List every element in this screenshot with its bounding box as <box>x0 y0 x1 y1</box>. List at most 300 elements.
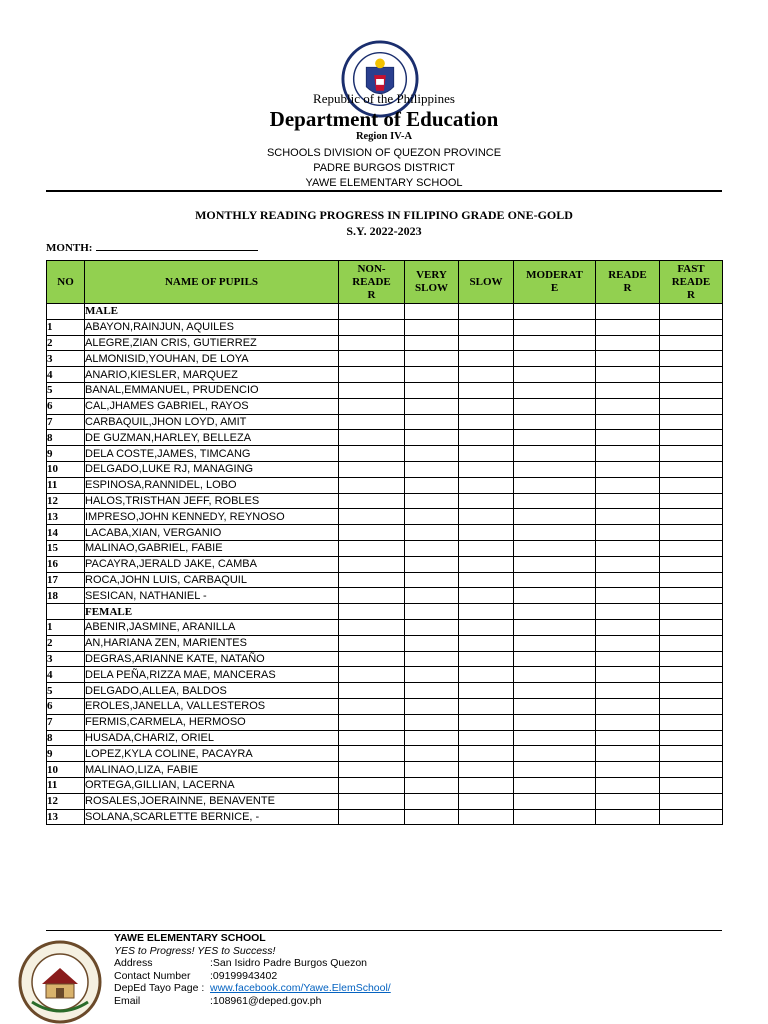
rating-cell[interactable] <box>596 683 660 699</box>
pupil-name: DE GUZMAN,HARLEY, BELLEZA <box>85 430 339 446</box>
rating-cell[interactable] <box>339 793 405 809</box>
row-number: 3 <box>47 651 85 667</box>
rating-cell[interactable] <box>660 777 723 793</box>
rating-cell[interactable] <box>405 351 459 367</box>
rating-cell[interactable] <box>596 588 660 604</box>
col-fast-reader: FAST READE R <box>660 261 723 304</box>
rating-cell[interactable] <box>660 509 723 525</box>
rating-cell[interactable] <box>459 351 514 367</box>
table-row <box>47 762 723 778</box>
pupil-name: CARBAQUIL,JHON LOYD, AMIT <box>85 414 339 430</box>
rating-cell[interactable] <box>459 572 514 588</box>
contact-label: Contact Number <box>114 969 191 982</box>
rating-cell[interactable] <box>596 414 660 430</box>
rating-cell[interactable] <box>514 477 596 493</box>
table-row <box>47 493 723 509</box>
rating-cell[interactable] <box>514 556 596 572</box>
rating-cell[interactable] <box>660 588 723 604</box>
rating-cell[interactable] <box>514 635 596 651</box>
row-number: 10 <box>47 762 85 778</box>
rating-cell[interactable] <box>459 525 514 541</box>
table-row <box>47 777 723 793</box>
row-number: 1 <box>47 319 85 335</box>
rating-cell[interactable] <box>459 509 514 525</box>
pupil-name: DEGRAS,ARIANNE KATE, NATAÑO <box>85 651 339 667</box>
pupil-name: IMPRESO,JOHN KENNEDY, REYNOSO <box>85 509 339 525</box>
rating-cell[interactable] <box>514 382 596 398</box>
pupil-name: ALEGRE,ZIAN CRIS, GUTIERREZ <box>85 335 339 351</box>
rating-cell[interactable] <box>596 477 660 493</box>
division-line: SCHOOLS DIVISION OF QUEZON PROVINCE <box>266 147 502 159</box>
rating-cell[interactable] <box>405 762 459 778</box>
rating-cell[interactable] <box>339 461 405 477</box>
rating-cell[interactable] <box>596 556 660 572</box>
rating-cell[interactable] <box>339 493 405 509</box>
rating-cell[interactable] <box>405 777 459 793</box>
rating-cell[interactable] <box>660 809 723 825</box>
rating-cell[interactable] <box>459 319 514 335</box>
rating-cell[interactable] <box>514 509 596 525</box>
rating-cell[interactable] <box>514 604 596 620</box>
rating-cell[interactable] <box>459 477 514 493</box>
reading-progress-table <box>46 260 723 825</box>
rating-cell[interactable] <box>596 319 660 335</box>
rating-cell[interactable] <box>405 540 459 556</box>
rating-cell[interactable] <box>596 809 660 825</box>
rating-cell[interactable] <box>596 604 660 620</box>
rating-cell[interactable] <box>405 635 459 651</box>
col-no: NO <box>47 261 85 304</box>
pupil-name: ABAYON,RAINJUN, AQUILES <box>85 319 339 335</box>
rating-cell[interactable] <box>596 525 660 541</box>
rating-cell[interactable] <box>339 746 405 762</box>
rating-cell[interactable] <box>514 446 596 462</box>
rating-cell[interactable] <box>405 604 459 620</box>
rating-cell[interactable] <box>596 509 660 525</box>
table-row <box>47 588 723 604</box>
rating-cell[interactable] <box>514 398 596 414</box>
rating-cell[interactable] <box>660 398 723 414</box>
rating-cell[interactable] <box>459 651 514 667</box>
rating-cell[interactable] <box>459 809 514 825</box>
footer-contact-row <box>114 970 391 983</box>
rating-cell[interactable] <box>514 493 596 509</box>
rating-cell[interactable] <box>514 793 596 809</box>
rating-cell[interactable] <box>459 698 514 714</box>
rating-cell[interactable] <box>459 714 514 730</box>
row-number: 10 <box>47 461 85 477</box>
rating-cell[interactable] <box>339 335 405 351</box>
col-moderate: MODERAT E <box>514 261 596 304</box>
rating-cell[interactable] <box>339 414 405 430</box>
rating-cell[interactable] <box>660 604 723 620</box>
rating-cell[interactable] <box>514 525 596 541</box>
rating-cell[interactable] <box>596 651 660 667</box>
rating-cell[interactable] <box>596 398 660 414</box>
rating-cell[interactable] <box>660 540 723 556</box>
page-label: DepEd Tayo Page : <box>114 982 205 995</box>
rating-cell[interactable] <box>660 667 723 683</box>
rating-cell[interactable] <box>459 777 514 793</box>
rating-cell[interactable] <box>514 367 596 383</box>
rating-cell[interactable] <box>405 382 459 398</box>
rating-cell[interactable] <box>596 304 660 320</box>
rating-cell[interactable] <box>596 667 660 683</box>
table-row <box>47 509 723 525</box>
rating-cell[interactable] <box>405 793 459 809</box>
row-number: 8 <box>47 730 85 746</box>
rating-cell[interactable] <box>459 335 514 351</box>
rating-cell[interactable] <box>660 382 723 398</box>
rating-cell[interactable] <box>405 714 459 730</box>
rating-cell[interactable] <box>339 540 405 556</box>
rating-cell[interactable] <box>339 430 405 446</box>
rating-cell[interactable] <box>514 714 596 730</box>
rating-cell[interactable] <box>596 619 660 635</box>
rating-cell[interactable] <box>405 319 459 335</box>
rating-cell[interactable] <box>596 430 660 446</box>
rating-cell[interactable] <box>339 351 405 367</box>
rating-cell[interactable] <box>660 793 723 809</box>
table-header-row <box>47 261 723 304</box>
rating-cell[interactable] <box>660 556 723 572</box>
rating-cell[interactable] <box>405 572 459 588</box>
rating-cell[interactable] <box>660 493 723 509</box>
pupil-name: DELGADO,LUKE RJ, MANAGING <box>85 461 339 477</box>
rating-cell[interactable] <box>596 367 660 383</box>
table-row <box>47 382 723 398</box>
rating-cell[interactable] <box>339 477 405 493</box>
rating-cell[interactable] <box>339 809 405 825</box>
rating-cell[interactable] <box>339 651 405 667</box>
rating-cell[interactable] <box>339 304 405 320</box>
table-row <box>47 351 723 367</box>
header-divider <box>46 190 722 192</box>
table-row <box>47 683 723 699</box>
rating-cell[interactable] <box>339 698 405 714</box>
table-row <box>47 430 723 446</box>
rating-cell[interactable] <box>339 525 405 541</box>
rating-cell[interactable] <box>459 619 514 635</box>
rating-cell[interactable] <box>339 667 405 683</box>
rating-cell[interactable] <box>459 556 514 572</box>
rating-cell[interactable] <box>660 319 723 335</box>
rating-cell[interactable] <box>459 793 514 809</box>
rating-cell[interactable] <box>660 762 723 778</box>
rating-cell[interactable] <box>660 477 723 493</box>
pupil-name: ANARIO,KIESLER, MARQUEZ <box>85 367 339 383</box>
rating-cell[interactable] <box>339 572 405 588</box>
rating-cell[interactable] <box>596 730 660 746</box>
rating-cell[interactable] <box>514 746 596 762</box>
rating-cell[interactable] <box>596 382 660 398</box>
pupil-name: FERMIS,CARMELA, HERMOSO <box>85 714 339 730</box>
rating-cell[interactable] <box>596 335 660 351</box>
pupil-name: DELGADO,ALLEA, BALDOS <box>85 683 339 699</box>
pupil-name: PACAYRA,JERALD JAKE, CAMBA <box>85 556 339 572</box>
pupil-name: EROLES,JANELLA, VALLESTEROS <box>85 698 339 714</box>
row-number: 11 <box>47 477 85 493</box>
row-number: 13 <box>47 809 85 825</box>
rating-cell[interactable] <box>514 572 596 588</box>
row-number: 9 <box>47 746 85 762</box>
rating-cell[interactable] <box>660 351 723 367</box>
rating-cell[interactable] <box>339 319 405 335</box>
rating-cell[interactable] <box>514 540 596 556</box>
rating-cell[interactable] <box>514 335 596 351</box>
department-title: Department of Education <box>269 107 499 131</box>
rating-cell[interactable] <box>596 698 660 714</box>
rating-cell[interactable] <box>514 319 596 335</box>
rating-cell[interactable] <box>339 446 405 462</box>
row-number: 14 <box>47 525 85 541</box>
footer-page-row <box>114 982 391 995</box>
table-row <box>47 793 723 809</box>
rating-cell[interactable] <box>405 667 459 683</box>
facebook-page-link[interactable]: www.facebook.com/Yawe.ElemSchool/ <box>210 982 391 995</box>
rating-cell[interactable] <box>405 414 459 430</box>
rating-cell[interactable] <box>339 556 405 572</box>
table-row <box>47 540 723 556</box>
contact-value: :09199943402 <box>210 969 278 982</box>
row-number: 5 <box>47 683 85 699</box>
rating-cell[interactable] <box>339 398 405 414</box>
rating-cell[interactable] <box>660 730 723 746</box>
rating-cell[interactable] <box>339 730 405 746</box>
rating-cell[interactable] <box>660 698 723 714</box>
rating-cell[interactable] <box>596 446 660 462</box>
rating-cell[interactable] <box>459 304 514 320</box>
rating-cell[interactable] <box>405 446 459 462</box>
rating-cell[interactable] <box>514 304 596 320</box>
rating-cell[interactable] <box>514 651 596 667</box>
month-field[interactable] <box>46 240 258 254</box>
rating-cell[interactable] <box>405 509 459 525</box>
row-number: 15 <box>47 540 85 556</box>
month-blank-line[interactable] <box>96 240 258 251</box>
table-row <box>47 367 723 383</box>
school-seal-logo <box>18 940 102 1024</box>
rating-cell[interactable] <box>660 714 723 730</box>
rating-cell[interactable] <box>405 746 459 762</box>
pupil-name: DELA COSTE,JAMES, TIMCANG <box>85 446 339 462</box>
footer-divider <box>46 930 722 931</box>
footer-motto: YES to Progress! YES to Success! <box>114 944 276 957</box>
rating-cell[interactable] <box>405 477 459 493</box>
col-reader: READE R <box>596 261 660 304</box>
section-label: FEMALE <box>85 604 339 620</box>
table-row <box>47 730 723 746</box>
rating-cell[interactable] <box>660 414 723 430</box>
rating-cell[interactable] <box>596 714 660 730</box>
rating-cell[interactable] <box>660 619 723 635</box>
rating-cell[interactable] <box>405 556 459 572</box>
row-number: 6 <box>47 698 85 714</box>
pupil-name: BANAL,EMMANUEL, PRUDENCIO <box>85 382 339 398</box>
table-row <box>47 398 723 414</box>
rating-cell[interactable] <box>459 762 514 778</box>
rating-cell[interactable] <box>459 398 514 414</box>
table-row <box>47 698 723 714</box>
pupil-name: ALMONISID,YOUHAN, DE LOYA <box>85 351 339 367</box>
rating-cell[interactable] <box>514 762 596 778</box>
pupil-name: AN,HARIANA ZEN, MARIENTES <box>85 635 339 651</box>
col-slow: SLOW <box>459 261 514 304</box>
rating-cell[interactable] <box>660 683 723 699</box>
rating-cell[interactable] <box>459 430 514 446</box>
row-number: 18 <box>47 588 85 604</box>
rating-cell[interactable] <box>514 809 596 825</box>
table-row <box>47 461 723 477</box>
rating-cell[interactable] <box>660 304 723 320</box>
rating-cell[interactable] <box>596 572 660 588</box>
row-number: 11 <box>47 777 85 793</box>
rating-cell[interactable] <box>596 540 660 556</box>
rating-cell[interactable] <box>405 698 459 714</box>
rating-cell[interactable] <box>459 382 514 398</box>
footer-email-row <box>114 995 391 1008</box>
rating-cell[interactable] <box>405 461 459 477</box>
email-value: :108961@deped.gov.ph <box>210 994 322 1007</box>
rating-cell[interactable] <box>596 746 660 762</box>
rating-cell[interactable] <box>459 367 514 383</box>
rating-cell[interactable] <box>339 367 405 383</box>
rating-cell[interactable] <box>596 793 660 809</box>
rating-cell[interactable] <box>514 461 596 477</box>
rating-cell[interactable] <box>405 525 459 541</box>
rating-cell[interactable] <box>660 335 723 351</box>
rating-cell[interactable] <box>596 635 660 651</box>
rating-cell[interactable] <box>459 493 514 509</box>
col-very-slow: VERY SLOW <box>405 261 459 304</box>
rating-cell[interactable] <box>405 493 459 509</box>
table-row <box>47 525 723 541</box>
rating-cell[interactable] <box>339 619 405 635</box>
report-title: MONTHLY READING PROGRESS IN FILIPINO GRADE ONE-GOLD <box>195 208 573 222</box>
rating-cell[interactable] <box>405 398 459 414</box>
table-row <box>47 446 723 462</box>
rating-cell[interactable] <box>339 588 405 604</box>
rating-cell[interactable] <box>459 446 514 462</box>
row-number: 4 <box>47 367 85 383</box>
rating-cell[interactable] <box>514 351 596 367</box>
rating-cell[interactable] <box>405 619 459 635</box>
table-row <box>47 319 723 335</box>
rating-cell[interactable] <box>339 714 405 730</box>
rating-cell[interactable] <box>405 730 459 746</box>
rating-cell[interactable] <box>660 367 723 383</box>
rating-cell[interactable] <box>514 698 596 714</box>
rating-cell[interactable] <box>405 651 459 667</box>
rating-cell[interactable] <box>660 651 723 667</box>
pupil-name: HALOS,TRISTHAN JEFF, ROBLES <box>85 493 339 509</box>
rating-cell[interactable] <box>405 335 459 351</box>
row-number: 12 <box>47 493 85 509</box>
rating-cell[interactable] <box>459 588 514 604</box>
rating-cell[interactable] <box>514 588 596 604</box>
pupil-name: MALINAO,LIZA, FABIE <box>85 762 339 778</box>
table-row <box>47 335 723 351</box>
school-year: S.Y. 2022-2023 <box>346 224 422 238</box>
rating-cell[interactable] <box>660 430 723 446</box>
rating-cell[interactable] <box>339 635 405 651</box>
table-row <box>47 414 723 430</box>
rating-cell[interactable] <box>660 572 723 588</box>
month-label: MONTH: <box>46 242 93 254</box>
rating-cell[interactable] <box>596 493 660 509</box>
table-row <box>47 746 723 762</box>
rating-cell[interactable] <box>459 683 514 699</box>
rating-cell[interactable] <box>660 446 723 462</box>
pupil-name: ROCA,JOHN LUIS, CARBAQUIL <box>85 572 339 588</box>
rating-cell[interactable] <box>459 604 514 620</box>
row-number: 1 <box>47 619 85 635</box>
rating-cell[interactable] <box>596 461 660 477</box>
rating-cell[interactable] <box>339 683 405 699</box>
rating-cell[interactable] <box>459 730 514 746</box>
rating-cell[interactable] <box>405 367 459 383</box>
rating-cell[interactable] <box>514 777 596 793</box>
pupil-name: SESICAN, NATHANIEL - <box>85 588 339 604</box>
rating-cell[interactable] <box>660 461 723 477</box>
rating-cell[interactable] <box>660 635 723 651</box>
pupil-name: DELA PEÑA,RIZZA MAE, MANCERAS <box>85 667 339 683</box>
rating-cell[interactable] <box>514 619 596 635</box>
rating-cell[interactable] <box>514 730 596 746</box>
footer-school-name: YAWE ELEMENTARY SCHOOL <box>114 932 266 944</box>
row-number: 7 <box>47 714 85 730</box>
rating-cell[interactable] <box>660 746 723 762</box>
pupil-name: ABENIR,JASMINE, ARANILLA <box>85 619 339 635</box>
rating-cell[interactable] <box>339 777 405 793</box>
row-number: 16 <box>47 556 85 572</box>
rating-cell[interactable] <box>660 525 723 541</box>
rating-cell[interactable] <box>405 588 459 604</box>
rating-cell[interactable] <box>514 667 596 683</box>
row-number: 13 <box>47 509 85 525</box>
rating-cell[interactable] <box>339 604 405 620</box>
footer-address-row <box>114 957 391 970</box>
rating-cell[interactable] <box>514 683 596 699</box>
section-row <box>47 304 723 320</box>
rating-cell[interactable] <box>596 762 660 778</box>
rating-cell[interactable] <box>405 683 459 699</box>
rating-cell[interactable] <box>405 430 459 446</box>
rating-cell[interactable] <box>459 667 514 683</box>
pupil-name: HUSADA,CHARIZ, ORIEL <box>85 730 339 746</box>
rating-cell[interactable] <box>339 509 405 525</box>
rating-cell[interactable] <box>339 382 405 398</box>
rating-cell[interactable] <box>596 351 660 367</box>
rating-cell[interactable] <box>514 414 596 430</box>
pupil-name: MALINAO,GABRIEL, FABIE <box>85 540 339 556</box>
rating-cell[interactable] <box>405 809 459 825</box>
row-number: 3 <box>47 351 85 367</box>
rating-cell[interactable] <box>459 540 514 556</box>
rating-cell[interactable] <box>459 635 514 651</box>
rating-cell[interactable] <box>339 762 405 778</box>
rating-cell[interactable] <box>459 414 514 430</box>
rating-cell[interactable] <box>405 304 459 320</box>
pupil-name: LACABA,XIAN, VERGANIO <box>85 525 339 541</box>
table-row <box>47 619 723 635</box>
footer-info <box>114 932 391 1008</box>
district-line: PADRE BURGOS DISTRICT <box>313 162 455 174</box>
rating-cell[interactable] <box>459 746 514 762</box>
rating-cell[interactable] <box>596 777 660 793</box>
rating-cell[interactable] <box>459 461 514 477</box>
rating-cell[interactable] <box>514 430 596 446</box>
